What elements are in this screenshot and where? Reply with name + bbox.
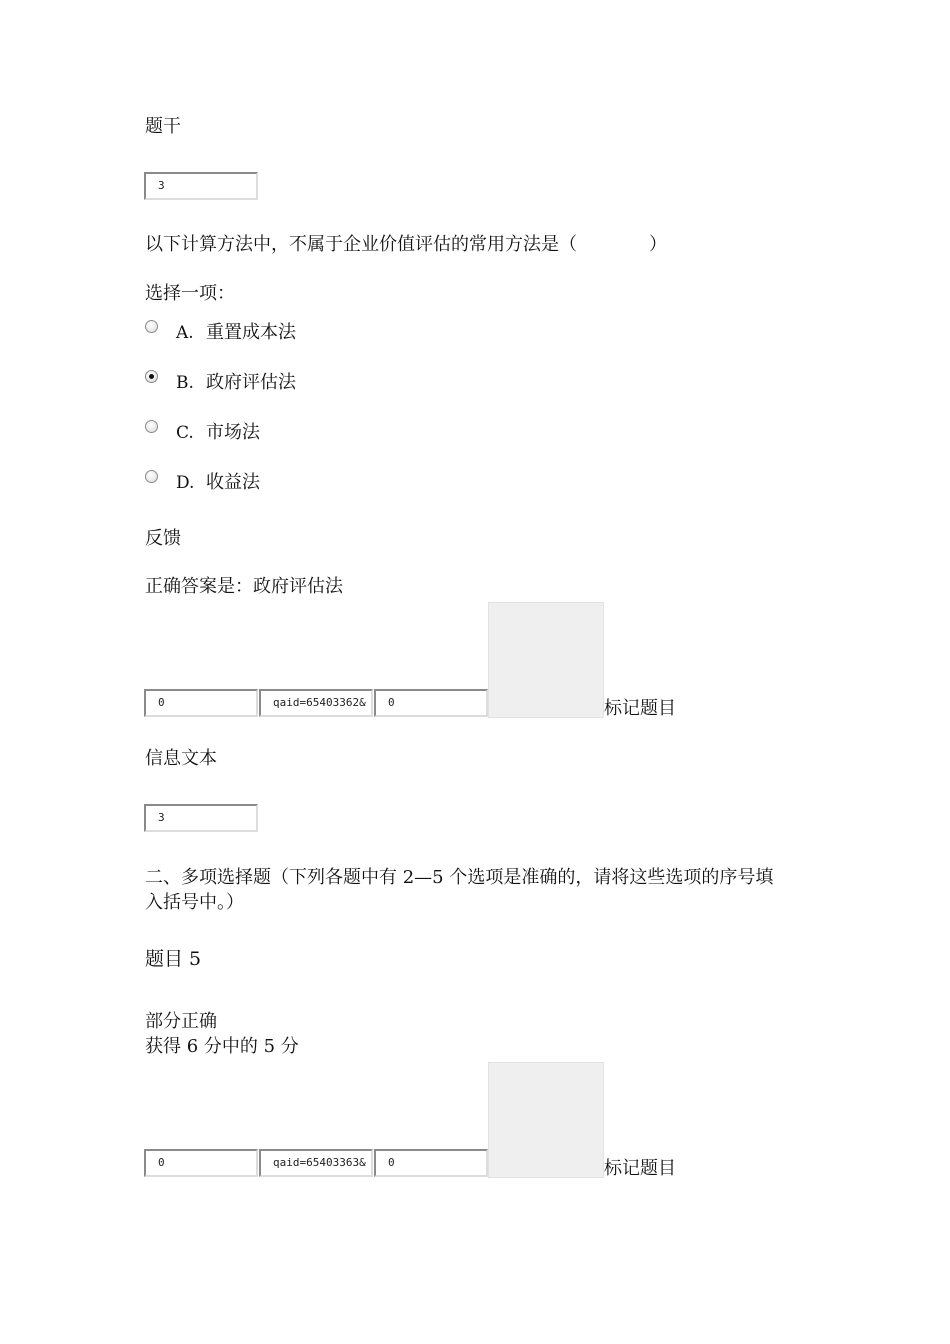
option-a-text: 重置成本法 [206,322,296,343]
radio-c[interactable] [145,420,158,433]
choose-one-label: 选择一项： [145,283,235,304]
hidden-field-qaid[interactable]: qaid=65403362& [259,689,373,717]
radio-d[interactable] [145,470,158,483]
option-d-letter: D. [176,473,195,493]
flag-question-link[interactable]: 标记题目 [604,698,676,719]
question-5-status: 部分正确 [145,1011,217,1032]
option-a-letter: A. [176,323,194,343]
option-c-letter: C. [176,423,194,443]
flag-question-link[interactable]: 标记题目 [604,1158,676,1179]
flag-image-placeholder [488,1062,604,1178]
correct-answer-text: 正确答案是：政府评估法 [145,576,343,597]
question-text: 以下计算方法中，不属于企业价值评估的常用方法是（ ） [145,234,667,255]
feedback-label: 反馈 [145,528,181,549]
stem-label: 题干 [145,116,181,137]
hidden-field-flagged[interactable]: 0 [374,689,488,717]
option-b-text: 政府评估法 [206,372,296,393]
hidden-field-flagged[interactable]: 0 [374,1149,488,1177]
hidden-field-qaid[interactable]: qaid=65403363& [259,1149,373,1177]
flag-image-placeholder [488,602,604,718]
option-d-text: 收益法 [206,472,260,493]
option-c-text: 市场法 [206,422,260,443]
section-heading-line-2: 入括号中。） [145,892,244,913]
hidden-field-sequence[interactable]: 0 [144,1149,258,1177]
radio-b[interactable] [145,370,158,383]
section-heading-line-1: 二、多项选择题（下列各题中有 2—5 个选项是准确的，请将这些选项的序号填 [145,867,774,888]
stem-number-field[interactable]: 3 [144,172,258,200]
info-number-field[interactable]: 3 [144,804,258,832]
option-b-letter: B. [176,373,194,393]
hidden-field-sequence[interactable]: 0 [144,689,258,717]
question-5-title: 题目 5 [145,948,202,970]
question-5-score: 获得 6 分中的 5 分 [145,1036,299,1057]
info-text-label: 信息文本 [145,748,217,769]
radio-a[interactable] [145,320,158,333]
